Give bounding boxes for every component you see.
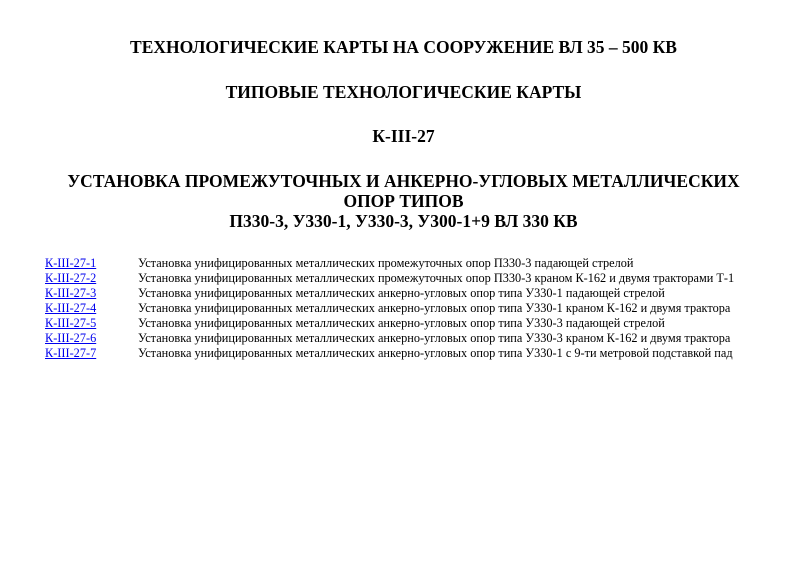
toc-link-2[interactable]: К-III-27-2 <box>45 271 97 285</box>
table-of-contents <box>45 256 772 361</box>
toc-link-6[interactable]: К-III-27-6 <box>45 331 97 345</box>
title-line-3: П330-3, У330-1, У330-3, У300-1+9 ВЛ 330 КВ <box>229 211 578 231</box>
toc-description: Установка унифицированных металлических анкерно-угловых опор типа У330-1 с 9-ти метровой подставкой пад <box>138 346 733 360</box>
toc-description: Установка унифицированных металлических промежуточных опор П330-3 падающей стрелой <box>138 256 634 270</box>
title-line-2: ОПОР ТИПОВ <box>343 191 464 211</box>
toc-link-7[interactable]: К-III-27-7 <box>45 346 97 360</box>
toc-row <box>45 256 772 271</box>
toc-link-4[interactable]: К-III-27-4 <box>45 301 97 315</box>
toc-description: Установка унифицированных металлических анкерно-угловых опор типа У330-3 краном К-162 и двумя трактора <box>138 331 731 345</box>
document-code: К-III-27 <box>372 126 435 146</box>
toc-description: Установка унифицированных металлических промежуточных опор П330-3 краном К-162 и двумя тракторами Т-1 <box>138 271 735 285</box>
toc-description: Установка унифицированных металлических анкерно-угловых опор типа У330-3 падающей стрелой <box>138 316 665 330</box>
toc-description: Установка унифицированных металлических анкерно-угловых опор типа У330-1 краном К-162 и двумя трактора <box>138 301 731 315</box>
toc-row <box>45 301 772 316</box>
document-title <box>0 171 807 231</box>
title-line-1: УСТАНОВКА ПРОМЕЖУТОЧНЫХ И АНКЕРНО-УГЛОВЫХ МЕТАЛЛИЧЕСКИХ <box>67 171 740 191</box>
toc-row <box>45 316 772 331</box>
toc-row <box>45 331 772 346</box>
toc-link-1[interactable]: К-III-27-1 <box>45 256 97 270</box>
toc-link-3[interactable]: К-III-27-3 <box>45 286 97 300</box>
toc-link-5[interactable]: К-III-27-5 <box>45 316 97 330</box>
toc-row <box>45 271 772 286</box>
main-heading: ТЕХНОЛОГИЧЕСКИЕ КАРТЫ НА СООРУЖЕНИЕ ВЛ 35 – 500 КВ <box>130 37 677 57</box>
subheading: ТИПОВЫЕ ТЕХНОЛОГИЧЕСКИЕ КАРТЫ <box>225 82 582 102</box>
toc-description: Установка унифицированных металлических анкерно-угловых опор типа У330-1 падающей стрелой <box>138 286 665 300</box>
toc-row <box>45 286 772 301</box>
toc-row <box>45 346 772 361</box>
